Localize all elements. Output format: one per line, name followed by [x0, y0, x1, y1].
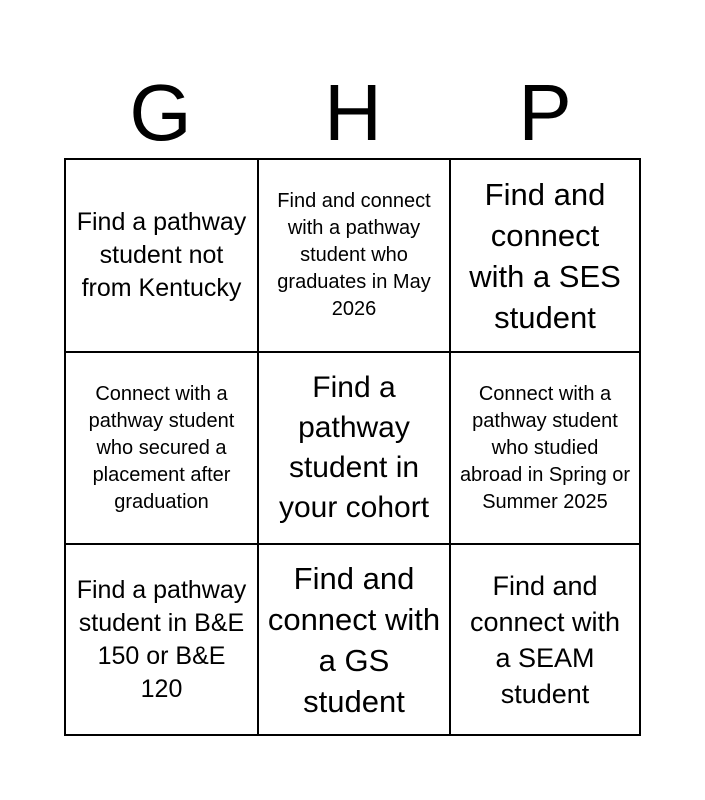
bingo-cell-text: Find a pathway student not from Kentucky [76, 208, 247, 302]
header-letter-g: G [129, 68, 192, 157]
bingo-header [64, 68, 641, 158]
bingo-cell-text: Find a pathway student in B&E 150 or B&E 120 [76, 575, 247, 703]
bingo-cell-r3-c1[interactable] [66, 545, 259, 734]
bingo-cell-r1-c1[interactable] [66, 160, 259, 353]
bingo-cell-r2-c2[interactable] [259, 353, 451, 545]
bingo-cell-r3-c3[interactable] [451, 545, 639, 734]
bingo-cell-text: Find and connect with a SEAM student [469, 570, 621, 709]
bingo-cell-text: Find and connect with a SES student [469, 176, 621, 335]
bingo-cell-r2-c1[interactable] [66, 353, 259, 545]
bingo-cell-r2-c3[interactable] [451, 353, 639, 545]
bingo-cell-r1-c3[interactable] [451, 160, 639, 353]
bingo-cell-text: Find a pathway student in your cohort [278, 371, 430, 524]
bingo-cell-r3-c2[interactable] [259, 545, 451, 734]
bingo-cell-r1-c2[interactable] [259, 160, 451, 353]
bingo-board [64, 158, 641, 736]
bingo-cell-text: Find and connect with a GS student [267, 560, 441, 719]
bingo-cell-text: Connect with a pathway student who studied abroad in Spring or Summer 2025 [459, 382, 631, 513]
header-letter-h: H [324, 68, 382, 157]
bingo-cell-text: Find and connect with a pathway student who graduates in May 2026 [277, 190, 431, 320]
bingo-cell-text: Connect with a pathway student who secured a placement after graduation [88, 382, 235, 513]
header-letter-p: P [518, 68, 572, 157]
